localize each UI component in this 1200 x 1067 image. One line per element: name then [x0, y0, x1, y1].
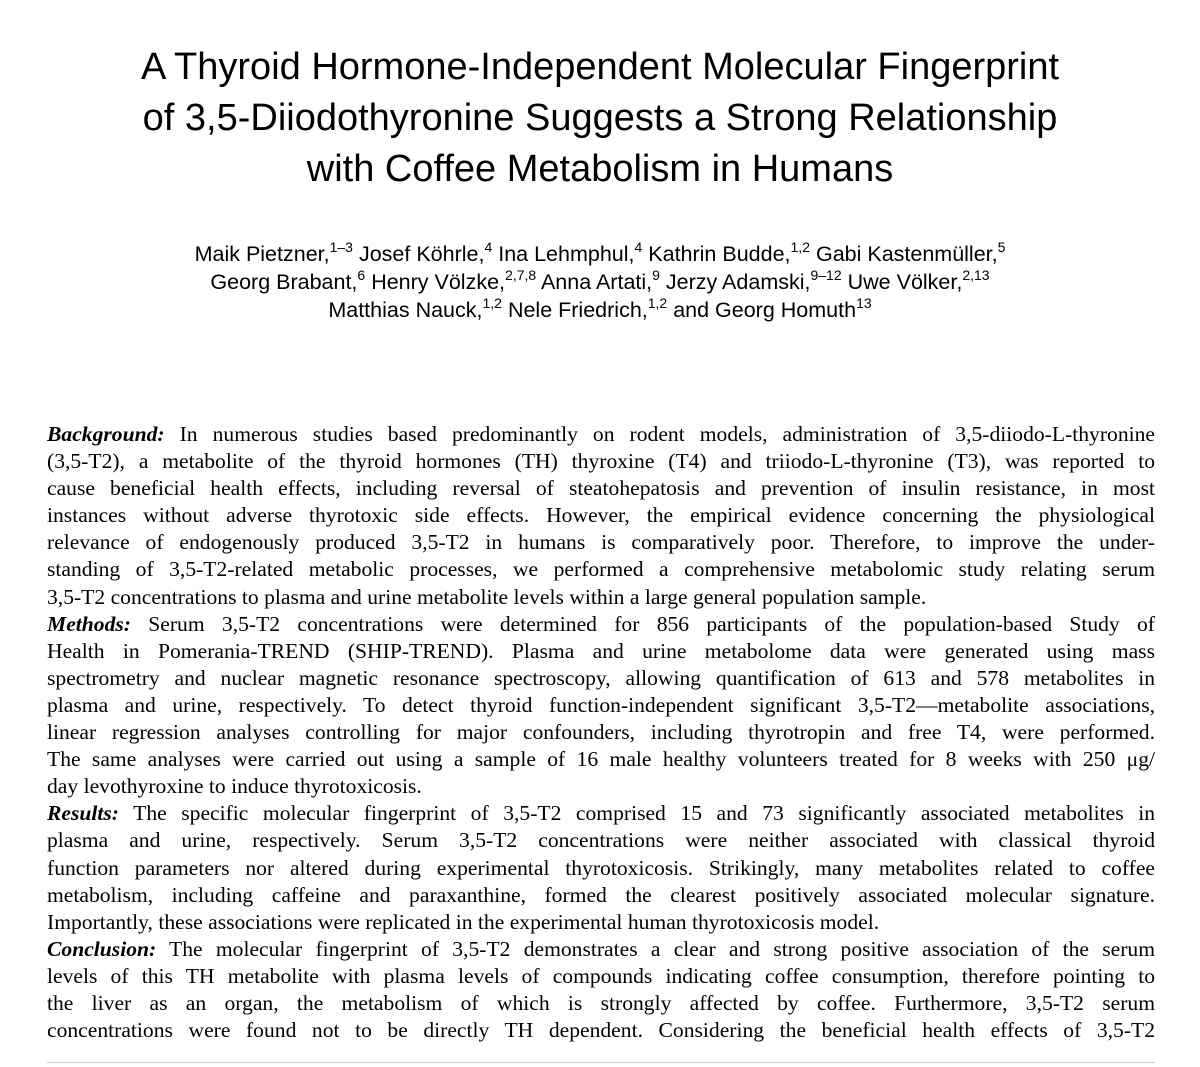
author-name: Ina Lehmphul,: [498, 242, 635, 266]
abstract: [47, 421, 1155, 1044]
author-affiliation: 1–3: [329, 239, 353, 255]
abstract-line: relevance of endogenously produced 3,5-T2 in humans is comparatively poor. Therefore, to improve the under-: [47, 530, 1155, 555]
abstract-line: linear regression analyses controlling for major confounders, including thyrotropin and free T4, were performed.: [47, 720, 1155, 745]
author-list: [40, 240, 1160, 324]
article-title: [40, 42, 1160, 195]
author: [194, 239, 353, 266]
line-text: The molecular fingerprint of 3,5-T2 demonstrates a clear and strong positive association of the serum: [156, 936, 1155, 961]
author-affiliation: 1,2: [482, 295, 502, 311]
abstract-line: plasma and urine, respectively. To detect thyroid function-independent significant 3,5-T2—metabolite associations,: [47, 692, 1155, 717]
abstract-line: [47, 421, 1155, 448]
author: [540, 267, 660, 294]
abstract-line: standing of 3,5-T2-related metabolic processes, we performed a comprehensive metabolomic study relating serum: [47, 557, 1155, 582]
author-name: Anna Artati,: [540, 270, 653, 294]
abstract-line: Health in Pomerania-TREND (SHIP-TREND). Plasma and urine metabolome data were generated using mass: [47, 638, 1155, 663]
author: [358, 239, 493, 266]
line-text: In numerous studies based predominantly on rodent models, administration of 3,5-diiodo-L-thyronine: [164, 422, 1155, 446]
author-affiliation: 1,2: [647, 295, 668, 311]
author-name: Gabi Kastenmüller,: [815, 242, 998, 266]
author: [371, 267, 537, 294]
author-name: Matthias Nauck,: [328, 298, 483, 322]
author-affiliation: 2,13: [962, 267, 990, 283]
author: [665, 267, 842, 294]
bottom-divider: [47, 1062, 1155, 1063]
title-line: A Thyroid Hormone-Independent Molecular Fingerprint: [140, 46, 1060, 88]
author-name: Georg Brabant,: [210, 270, 358, 294]
author-affiliation: 5: [997, 239, 1006, 255]
abstract-line: [47, 936, 1155, 963]
title-line: with Coffee Metabolism in Humans: [306, 148, 894, 190]
abstract-line: spectrometry and nuclear magnetic resonance spectroscopy, allowing quantification of 613 and 578 metabolites in: [47, 665, 1155, 690]
methods-label: Methods:: [47, 611, 131, 636]
author-affiliation: 6: [357, 267, 366, 283]
abstract-line: [47, 800, 1155, 827]
author: [648, 239, 810, 266]
author-name: Uwe Völker,: [847, 270, 963, 294]
author: [673, 295, 872, 322]
abstract-line: Importantly, these associations were replicated in the experimental human thyrotoxicosis model.: [47, 909, 880, 934]
author: [210, 267, 366, 294]
author-name: and Georg Homuth: [673, 298, 857, 322]
abstract-line: function parameters nor altered during experimental thyrotoxicosis. Strikingly, many metabolites related to coffee: [47, 855, 1155, 880]
abstract-line: concentrations were found not to be directly TH dependent. Considering the beneficial health effects of 3,5-T2: [47, 1018, 1155, 1043]
author-affiliation: 13: [856, 295, 872, 311]
author-affiliation: 4: [634, 239, 643, 255]
abstract-line: 3,5-T2 concentrations to plasma and urine metabolite levels within a large general population sample.: [47, 584, 927, 609]
abstract-line: plasma and urine, respectively. Serum 3,5-T2 concentrations were neither associated with classical thyroid: [47, 828, 1155, 853]
author-line: [40, 240, 1160, 268]
abstract-line: levels of this TH metabolite with plasma levels of compounds indicating coffee consumption, therefore pointing to: [47, 963, 1155, 988]
author-name: Nele Friedrich,: [507, 298, 648, 322]
author-affiliation: 1,2: [790, 239, 810, 255]
title-line: of 3,5-Diiodothyronine Suggests a Strong Relationship: [142, 97, 1058, 139]
abstract-line: [47, 611, 1155, 638]
author: [498, 239, 643, 266]
abstract-line: the liver as an organ, the metabolism of which is strongly affected by coffee. Furthermore, 3,5-T2 serum: [47, 990, 1155, 1015]
results-label: Results:: [47, 801, 119, 826]
line-text: Serum 3,5-T2 concentrations were determined for 856 participants of the population-based Study of: [130, 611, 1155, 636]
abstract-line: The same analyses were carried out using a sample of 16 male healthy volunteers treated for 8 weeks with 250 μg/: [47, 747, 1155, 772]
abstract-line: (3,5-T2), a metabolite of the thyroid hormones (TH) thyroxine (T4) and triiodo-L-thyronine (T3), was reported to: [47, 449, 1155, 474]
author-line: [40, 296, 1160, 324]
abstract-line: day levothyroxine to induce thyrotoxicosis.: [47, 774, 422, 799]
line-text: The specific molecular fingerprint of 3,5-T2 comprised 15 and 73 significantly associated metabolites in: [119, 801, 1155, 826]
author: [328, 295, 502, 322]
abstract-line: metabolism, including caffeine and paraxanthine, formed the clearest positively associated molecular signature.: [47, 882, 1155, 907]
author-name: Henry Völzke,: [371, 270, 506, 294]
background-label: Background:: [47, 422, 165, 446]
author-name: Jerzy Adamski,: [665, 270, 811, 294]
abstract-line: cause beneficial health effects, including reversal of steatohepatosis and prevention of insulin resistance, in most: [47, 476, 1155, 501]
author-line: [40, 268, 1160, 296]
author-name: Maik Pietzner,: [194, 242, 330, 266]
conclusion-label: Conclusion:: [47, 936, 157, 961]
author-affiliation: 4: [484, 239, 493, 255]
author: [507, 295, 668, 322]
author-name: Josef Köhrle,: [358, 242, 485, 266]
abstract-line: instances without adverse thyrotoxic side effects. However, the empirical evidence concerning the physiological: [47, 503, 1155, 528]
author-affiliation: 9: [652, 267, 660, 283]
author-affiliation: 2,7,8: [505, 267, 537, 283]
author-name: Kathrin Budde,: [648, 242, 791, 266]
author: [847, 267, 990, 294]
author: [815, 239, 1006, 266]
author-affiliation: 9–12: [810, 267, 842, 283]
